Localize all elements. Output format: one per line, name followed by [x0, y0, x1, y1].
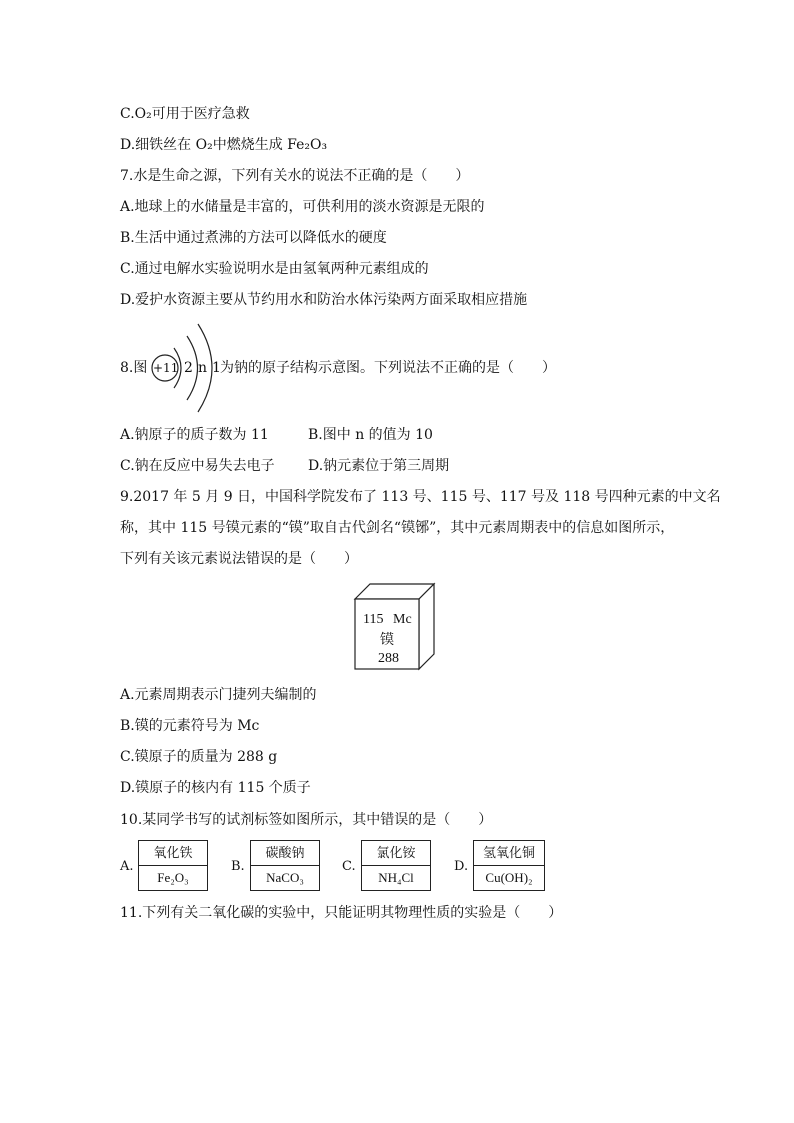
q10-label-c-formula: NH₄Cl — [378, 870, 414, 885]
q10-label-b-name: 碳酸钠 — [251, 841, 319, 866]
q9-option-c: C.镆原子的质量为 288 g — [120, 749, 278, 765]
q10-label-b-formula: NaCO₃ — [266, 870, 304, 885]
q10-label-d-formula: Cu(OH)₂ — [485, 870, 533, 885]
q10-label-d — [473, 840, 545, 891]
q10-label-d-letter: D. — [454, 859, 469, 874]
q6-option-c: C.O₂可用于医疗急救 — [120, 106, 250, 122]
q10-label-b — [250, 840, 320, 891]
q10-label-c — [361, 840, 431, 891]
q9-stem-line-1: 9.2017 年 5 月 9 日，中国科学院发布了 113 号、115 号、117 号及 118 号四种元素的中文名 — [120, 489, 721, 505]
q8-shell-3-electrons: 1 — [212, 360, 221, 376]
q8-option-d: D.钠元素位于第三周期 — [308, 458, 450, 474]
q10-label-a-formula: Fe₂O₃ — [157, 870, 189, 885]
q7-stem: 7.水是生命之源，下列有关水的说法不正确的是（ ） — [120, 168, 470, 184]
q9-stem-line-3: 下列有关该元素说法错误的是（ ） — [120, 551, 358, 567]
q7-option-d: D.爱护水资源主要从节约用水和防治水体污染两方面采取相应措施 — [120, 292, 528, 308]
element-atomic-mass: 288 — [378, 651, 399, 666]
q8-shell-2-electrons: n — [198, 360, 208, 376]
q6-option-d: D.细铁丝在 O₂中燃烧生成 Fe₂O₃ — [120, 137, 328, 153]
q10-stem: 10.某同学书写的试剂标签如图所示，其中错误的是（ ） — [120, 812, 493, 828]
q10-label-d-name: 氢氧化铜 — [474, 841, 544, 866]
q7-option-c: C.通过电解水实验说明水是由氢氧两种元素组成的 — [120, 261, 429, 277]
q8-stem-suffix: 为钠的原子结构示意图。下列说法不正确的是（ ） — [220, 360, 556, 376]
q11-stem: 11.下列有关二氧化碳的实验中，只能证明其物理性质的实验是（ ） — [120, 905, 563, 921]
q9-option-d: D.镆原子的核内有 115 个质子 — [120, 780, 311, 796]
q9-stem-line-2: 称，其中 115 号镆元素的“镆”取自古代剑名“镆铘”，其中元素周期表中的信息如图所示， — [120, 520, 675, 536]
q9-option-b: B.镆的元素符号为 Mc — [120, 718, 260, 734]
q8-option-a: A.钠原子的质子数为 11 — [120, 427, 269, 443]
element-atomic-number: 115 — [363, 612, 384, 627]
q8-shell-1-electrons: 2 — [184, 360, 193, 376]
cube-side-face — [419, 584, 434, 669]
q10-label-c-letter: C. — [342, 859, 356, 874]
q7-option-a: A.地球上的水储量是丰富的，可供利用的淡水资源是无限的 — [120, 199, 485, 215]
element-symbol: Mc — [393, 612, 412, 627]
q7-option-b: B.生活中通过煮沸的方法可以降低水的硬度 — [120, 230, 387, 246]
q9-option-a: A.元素周期表示门捷列夫编制的 — [120, 687, 317, 703]
q10-label-b-letter: B. — [231, 859, 245, 874]
q8-nucleus-charge: +11 — [153, 361, 179, 375]
q8-option-c: C.钠在反应中易失去电子 — [120, 458, 275, 474]
q10-label-a-name: 氧化铁 — [139, 841, 207, 866]
q10-label-a — [138, 840, 208, 891]
q8-option-b: B.图中 n 的值为 10 — [308, 427, 433, 443]
element-name: 镆 — [380, 632, 394, 648]
q8-prefix: 8.图 — [120, 360, 148, 376]
q10-label-a-letter: A. — [120, 859, 134, 874]
q10-label-c-name: 氯化铵 — [362, 841, 430, 866]
